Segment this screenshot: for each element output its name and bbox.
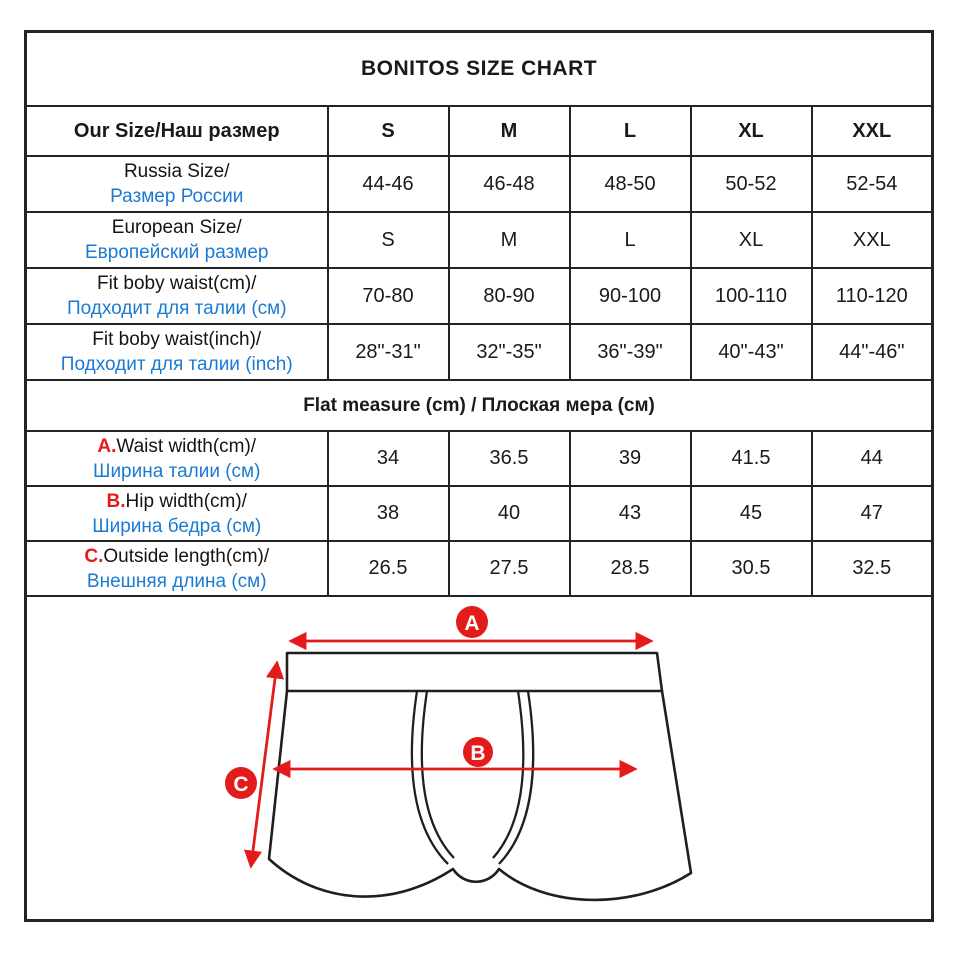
cell-waistwidth-s: 34 bbox=[328, 431, 449, 486]
row-label-en: Fit boby waist(inch)/ bbox=[92, 329, 262, 350]
row-label-en bbox=[27, 434, 327, 459]
cell-hipwidth-xl: 45 bbox=[691, 486, 812, 541]
cell-waistin-m: 32"-35" bbox=[449, 324, 570, 380]
cell-waistcm-xl: 100-110 bbox=[691, 268, 812, 324]
cell-euro-s: S bbox=[328, 212, 449, 268]
cell-hipwidth-l: 43 bbox=[570, 486, 691, 541]
row-label-ru: Подходит для талии (inch) bbox=[60, 354, 293, 375]
table-row-fit-waist-inch bbox=[26, 324, 933, 380]
row-label-ru: Внешняя длина (см) bbox=[86, 570, 267, 592]
row-label-text: Hip width(cm)/ bbox=[125, 490, 247, 512]
cell-waistwidth-xxl: 44 bbox=[812, 431, 933, 486]
row-label-en: Russia Size/ bbox=[123, 161, 230, 182]
cell-euro-xxl: XXL bbox=[812, 212, 933, 268]
cell-euro-l: L bbox=[570, 212, 691, 268]
cell-waistwidth-m: 36.5 bbox=[449, 431, 570, 486]
row-label-european-size bbox=[26, 212, 328, 268]
row-label-ru: Ширина бедра (см) bbox=[92, 515, 262, 537]
table-row-waist-width bbox=[26, 431, 933, 486]
cell-euro-xl: XL bbox=[691, 212, 812, 268]
boxer-measurement-diagram bbox=[27, 597, 927, 919]
row-label-en: Fit boby waist(cm)/ bbox=[97, 273, 257, 294]
size-col-header-m: M bbox=[449, 106, 570, 156]
size-chart-frame bbox=[24, 30, 934, 922]
cell-russia-xxl: 52-54 bbox=[812, 156, 933, 212]
measurement-diagram-cell bbox=[26, 596, 933, 921]
cell-outlen-l: 28.5 bbox=[570, 541, 691, 596]
row-label-russia-size bbox=[26, 156, 328, 212]
size-col-header-xxl: XXL bbox=[812, 106, 933, 156]
row-label-fit-waist-cm bbox=[26, 268, 328, 324]
row-label-hip-width bbox=[26, 486, 328, 541]
row-label-text: Outside length(cm)/ bbox=[103, 545, 270, 567]
cell-russia-xl: 50-52 bbox=[691, 156, 812, 212]
cell-russia-m: 46-48 bbox=[449, 156, 570, 212]
cell-waistcm-xxl: 110-120 bbox=[812, 268, 933, 324]
row-label-en bbox=[27, 489, 327, 514]
cell-hipwidth-m: 40 bbox=[449, 486, 570, 541]
table-row-hip-width bbox=[26, 486, 933, 541]
measure-letter-a: A. bbox=[97, 435, 117, 457]
row-label-text: Waist width(cm)/ bbox=[116, 435, 257, 457]
cell-euro-m: M bbox=[449, 212, 570, 268]
section-header-flat-measure: Flat measure (cm) / Плоская мера (см) bbox=[26, 380, 933, 431]
row-label-en: European Size/ bbox=[111, 217, 242, 238]
size-col-header-s: S bbox=[328, 106, 449, 156]
row-label-waist-width bbox=[26, 431, 328, 486]
measure-letter-b: B. bbox=[106, 490, 126, 512]
row-label-ru: Размер России bbox=[110, 186, 244, 207]
chart-title: BONITOS SIZE CHART bbox=[26, 32, 933, 107]
boxer-shorts-outline bbox=[269, 653, 691, 900]
cell-waistcm-m: 80-90 bbox=[449, 268, 570, 324]
cell-waistwidth-l: 39 bbox=[570, 431, 691, 486]
cell-outlen-xxl: 32.5 bbox=[812, 541, 933, 596]
cell-hipwidth-xxl: 47 bbox=[812, 486, 933, 541]
cell-outlen-m: 27.5 bbox=[449, 541, 570, 596]
table-row-fit-waist-cm bbox=[26, 268, 933, 324]
row-label-fit-waist-inch bbox=[26, 324, 328, 380]
cell-waistin-s: 28"-31" bbox=[328, 324, 449, 380]
cell-outlen-xl: 30.5 bbox=[691, 541, 812, 596]
boxer-waistband bbox=[287, 653, 662, 691]
row-label-ru: Европейский размер bbox=[84, 242, 269, 263]
cell-waistin-xxl: 44"-46" bbox=[812, 324, 933, 380]
cell-outlen-s: 26.5 bbox=[328, 541, 449, 596]
cell-hipwidth-s: 38 bbox=[328, 486, 449, 541]
size-col-header-xl: XL bbox=[691, 106, 812, 156]
label-c-text: C bbox=[233, 773, 249, 796]
cell-russia-l: 48-50 bbox=[570, 156, 691, 212]
cell-waistcm-l: 90-100 bbox=[570, 268, 691, 324]
boxer-body-shape bbox=[269, 691, 691, 900]
row-label-ru: Подходит для талии (см) bbox=[66, 298, 287, 319]
cell-waistin-xl: 40"-43" bbox=[691, 324, 812, 380]
row-label-en bbox=[27, 544, 327, 569]
label-a-text: A bbox=[464, 612, 480, 635]
table-row-outside-length bbox=[26, 541, 933, 596]
row-label-outside-length bbox=[26, 541, 328, 596]
size-col-header-l: L bbox=[570, 106, 691, 156]
table-row-european-size bbox=[26, 212, 933, 268]
size-chart-table bbox=[24, 30, 934, 922]
cell-waistin-l: 36"-39" bbox=[570, 324, 691, 380]
cell-russia-s: 44-46 bbox=[328, 156, 449, 212]
measure-letter-c: C. bbox=[84, 545, 104, 567]
cell-waistcm-s: 70-80 bbox=[328, 268, 449, 324]
cell-waistwidth-xl: 41.5 bbox=[691, 431, 812, 486]
label-b-text: B bbox=[470, 742, 486, 765]
size-header-label: Our Size/Наш размер bbox=[26, 106, 328, 156]
table-row-russia-size bbox=[26, 156, 933, 212]
row-label-ru: Ширина талии (см) bbox=[93, 460, 261, 482]
